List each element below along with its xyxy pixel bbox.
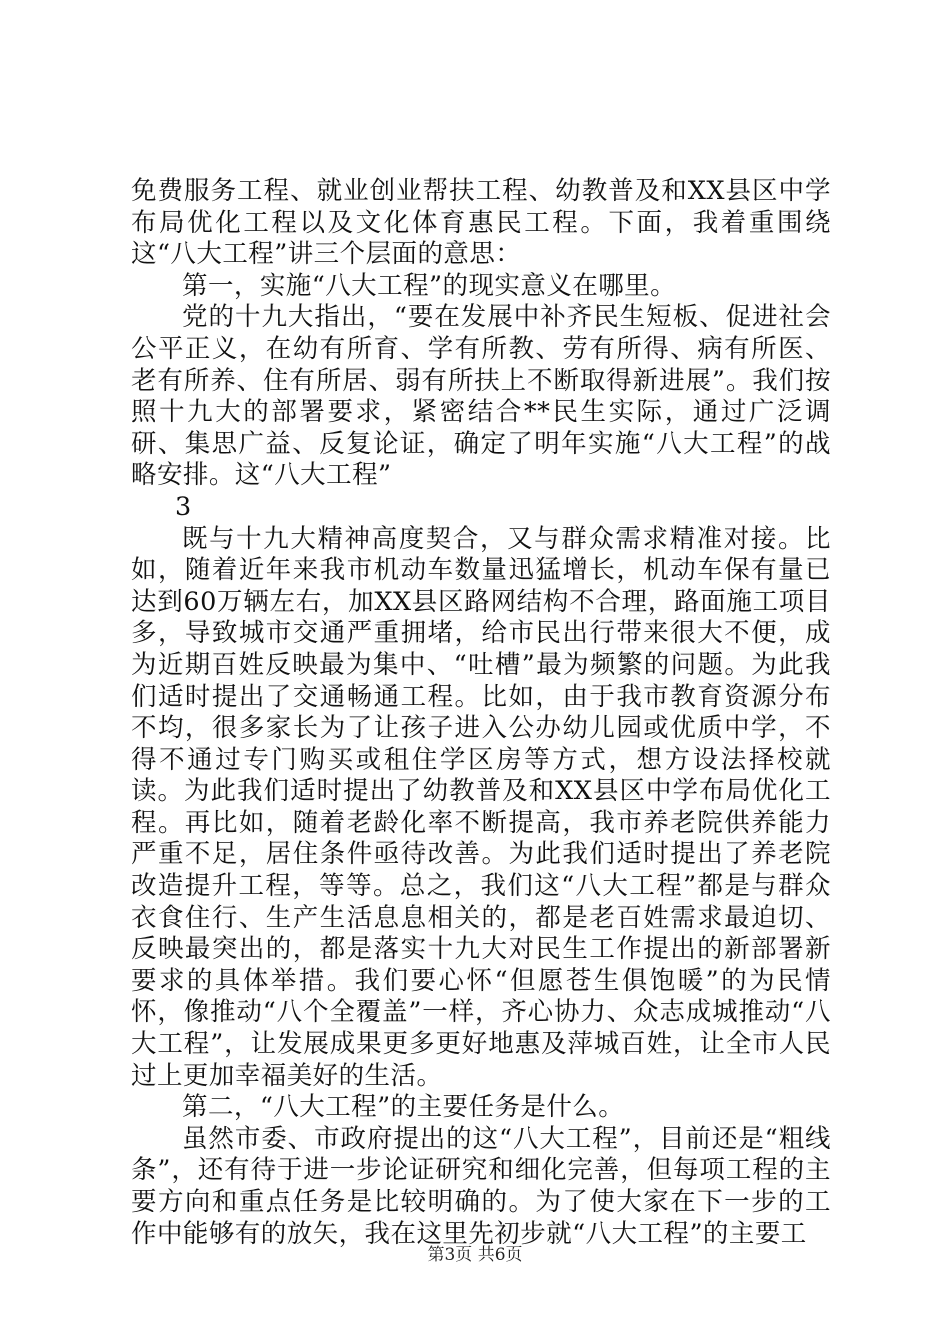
document-body bbox=[131, 176, 831, 1250]
page-footer bbox=[0, 1245, 950, 1265]
paragraph: 虽然市委、市政府提出的这“八大工程”，目前还是“粗线条”，还有待于进一步论证研究和细化完善，但每项工程的主要方向和重点任务是比较明确的。为了使大家在下一步的工作中能够有的放矢，我在这里先初步就“八大工程”的主要工 bbox=[131, 1123, 831, 1249]
paragraph: 党的十九大指出，“要在发展中补齐民生短板、促进社会公平正义，在幼有所育、学有所教、劳有所得、病有所医、老有所养、住有所居、弱有所扶上不断取得新进展”。我们按照十九大的部署要求，紧密结合**民生实际，通过广泛调研、集思广益、反复论证，确定了明年实施“八大工程”的战略安排。这“八大工程” bbox=[131, 302, 831, 491]
inline-page-number: 3 bbox=[175, 491, 192, 522]
section-heading-1: 第一，实施“八大工程”的现实意义在哪里。 bbox=[182, 270, 677, 301]
section-heading-2: 第二，“八大工程”的主要任务是什么。 bbox=[182, 1092, 625, 1123]
paragraph-continuation: 免费服务工程、就业创业帮扶工程、幼教普及和XX县区中学布局优化工程以及文化体育惠民工程。下面，我着重围绕这“八大工程”讲三个层面的意思： bbox=[131, 176, 831, 270]
page-number-label: 第3页 共6页 bbox=[427, 1245, 523, 1265]
paragraph: 既与十九大精神高度契合，又与群众需求精准对接。比如，随着近年来我市机动车数量迅猛增长，机动车保有量已达到60万辆左右，加XX县区路网结构不合理，路面施工项目多，导致城市交通严重拥堵，给市民出行带来很大不便，成为近期百姓反映最为集中、“吐槽”最为频繁的问题。为此我们适时提出了交通畅通工程。比如，由于我市教育资源分布不均，很多家长为了让孩子进入公办幼儿园或优质中学，不得不通过专门购买或租住学区房等方式，想方设法择校就读。为此我们适时提出了幼教普及和XX县区中学布局优化工程。再比如，随着老龄化率不断提高，我市养老院供养能力严重不足，居住条件亟待改善。为此我们适时提出了养老院改造提升工程，等等。总之，我们这“八大工程”都是与群众衣食住行、生产生活息息相关的，都是老百姓需求最迫切、反映最突出的，都是落实十九大对民生工作提出的新部署新要求的具体举措。我们要心怀“但愿苍生俱饱暖”的为民情怀，像推动“八个全覆盖”一样，齐心协力、众志成城推动“八大工程”，让发展成果更多更好地惠及萍城百姓，让全市人民过上更加幸福美好的生活。 bbox=[131, 523, 831, 1091]
